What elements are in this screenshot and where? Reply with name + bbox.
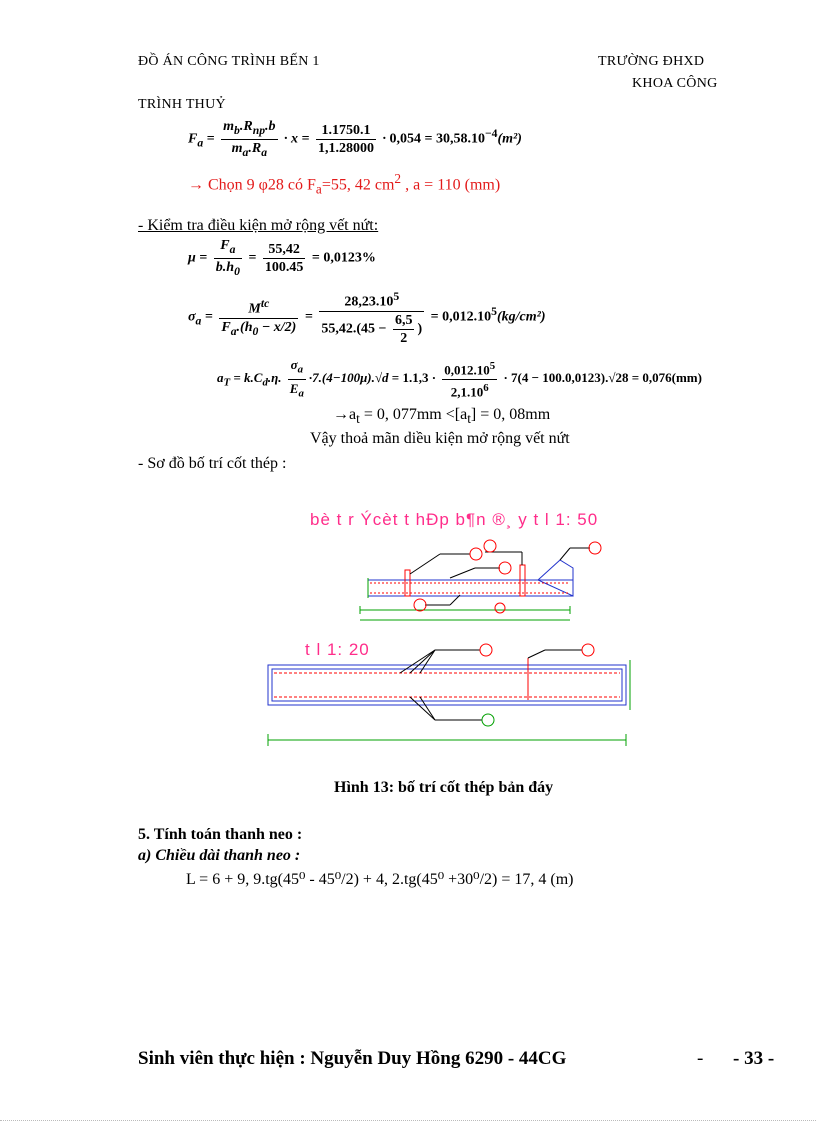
crack-width-check: $\to a_t = 0$, $077mm <[a_t] = 0$, 08mm	[333, 406, 551, 427]
formula-fa: $F_a$ = $\frac{m_b.R_{np}.b}{m_a.R_a}$ · x = $\frac{1.1750.1}{1,1.28000}$ · $0,054 = 30,58.10^{-4}(m^2)$	[188, 119, 522, 159]
section-5-heading: 5. Tính toán thanh neo :	[138, 826, 303, 843]
footer-student: Sinh viên thực hiện : Nguyễn Duy Hồng 6290 - 44CG	[138, 1048, 567, 1069]
footer-dash: -	[697, 1048, 704, 1069]
formula-mu: μ = $\frac{F_a}{b.h_0}$ = $\frac{55,42}{100.45}$ = 0,0123%	[188, 238, 376, 278]
rebar-layout-drawing	[260, 530, 640, 750]
section-120	[268, 644, 630, 746]
drawing-title-120: t l 1: 20	[305, 640, 370, 659]
crack-check-heading: - Kiểm tra điều kiện mở rộng vết nứt:	[138, 217, 379, 234]
header-continuation: TRÌNH THUỶ	[138, 97, 226, 112]
header-left-title: ĐỒ ÁN CÔNG TRÌNH BẾN 1	[138, 54, 320, 69]
figure-caption: Hình 13: bố trí cốt thép bản đáy	[334, 779, 554, 796]
formula-at: $a_T = k.C_d.\eta$. $\frac{\sigma_a}{E_a}$ ·7.(4−100μ).√d = 1.1,3 · $\frac{0,012.10^5}{2,1.10^6}$ · 7(4 − 100.0,0123).√28 = 0,076(mm)	[217, 357, 702, 400]
page-bottom-border	[0, 1120, 816, 1121]
drawing-title-150: bè t r Ýcèt t hÐp b¶n ®¸ y t l 1: 50	[310, 510, 599, 529]
page-number: - 33 -	[733, 1048, 775, 1069]
formula-sigma: $\sigma_a$ = $\frac{M^{tc}}{F_a.(h_0 - x/2)}$ = 28,23.10$^5$ 55,42.(45 − $\frac{6,5}{2}$ ) = $0,012.10^5(kg/cm^2)$	[188, 290, 546, 346]
rebar-selection: → Chọn 9 φ28 có $F_a=55$, 42 $cm^2$ , a = 110 (mm)	[188, 171, 501, 197]
anchor-length-formula: L = 6 + 9, 9.tg(45⁰ - 45⁰/2) + 4, 2.tg(45⁰ +30⁰/2) = 17, 4 (m)	[186, 871, 574, 888]
header-school: TRƯỜNG ĐHXD	[598, 54, 705, 69]
section-5a-heading: a) Chiều dài thanh neo :	[138, 847, 301, 864]
header-faculty: KHOA CÔNG	[632, 76, 718, 91]
section-150	[360, 540, 601, 620]
conclusion-text: Vậy thoả mãn diều kiện mở rộng vết nứt	[310, 430, 570, 447]
diagram-heading: - Sơ đồ bố trí cốt thép :	[138, 455, 287, 472]
